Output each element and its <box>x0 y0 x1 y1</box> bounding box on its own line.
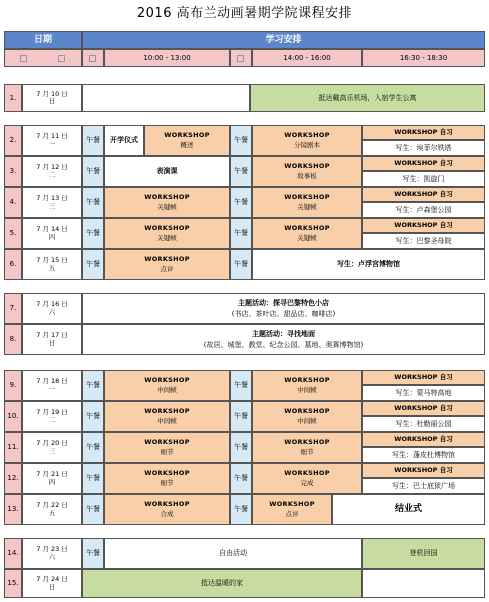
date-text: 7 月 13 日 <box>36 194 68 203</box>
page-title: 2016 高布兰动画暑期学院课程安排 <box>136 6 353 21</box>
workshop-cell <box>252 494 332 525</box>
row-number: 3. <box>4 156 22 187</box>
workshop-label: WORKSHOP <box>144 406 190 415</box>
sketch-cell: 写生：埃菲尔铁塔 <box>362 140 485 156</box>
row-number: 8. <box>4 324 22 355</box>
graduation-cell: 结业式 <box>332 494 485 525</box>
workshop-label: WORKSHOP <box>284 468 330 477</box>
lunch-cell: 午餐 <box>230 249 252 280</box>
workshop-label: WORKSHOP <box>284 161 330 170</box>
row-number: 11. <box>4 432 22 463</box>
row-date <box>22 218 82 249</box>
workshop-topic: 概述 <box>180 141 194 149</box>
workshop-label: WORKSHOP <box>144 192 190 201</box>
self-study-cell: WORKSHOP 自习 <box>362 432 485 447</box>
lunch-cell: 午餐 <box>82 401 104 432</box>
time-slot-2: 14:00 - 16:00 <box>252 49 362 67</box>
date-text: 7 月 14 日 <box>36 225 68 234</box>
dow-text: 四 <box>48 232 56 241</box>
activity-cell <box>82 293 485 324</box>
row-date <box>22 463 82 494</box>
workshop-label: WORKSHOP <box>144 437 190 446</box>
workshop-cell <box>252 125 362 156</box>
self-study-cell: WORKSHOP 自习 <box>362 187 485 202</box>
workshop-cell <box>104 218 230 249</box>
workshop-label: WORKSHOP <box>144 375 190 384</box>
workshop-cell <box>104 463 230 494</box>
activity-cell: 表演课 <box>104 156 230 187</box>
workshop-cell <box>252 432 362 463</box>
sketch-cell: 写生：卢森堡公园 <box>362 202 485 218</box>
date-text: 7 月 17 日 <box>36 331 68 340</box>
lunch-cell: 午餐 <box>230 125 252 156</box>
row-number: 6. <box>4 249 22 280</box>
date-text: 7 月 23 日 <box>36 545 68 554</box>
date-text: 7 月 24 日 <box>36 575 68 584</box>
workshop-topic: 中间帧 <box>297 386 317 394</box>
row-number: 10. <box>4 401 22 432</box>
date-header: 日期 <box>4 31 82 49</box>
activity-title: 主题活动：寻找地面 <box>252 329 315 338</box>
row-number: 9. <box>4 370 22 401</box>
empty-cell <box>362 569 485 598</box>
row-number: 13. <box>4 494 22 525</box>
lunch-cell: 午餐 <box>230 156 252 187</box>
row-date <box>22 125 82 156</box>
row-number: 5. <box>4 218 22 249</box>
row-number: 12. <box>4 463 22 494</box>
workshop-label: WORKSHOP <box>284 130 330 139</box>
workshop-cell <box>104 187 230 218</box>
workshop-label: WORKSHOP <box>284 192 330 201</box>
workshop-label: WORKSHOP <box>284 223 330 232</box>
workshop-topic: 点评 <box>160 265 174 273</box>
activity-detail: (书店、茶叶店、甜品店、咖啡店) <box>231 310 336 318</box>
date-text: 7 月 19 日 <box>36 408 68 417</box>
workshop-cell <box>104 370 230 401</box>
dow-text: 日 <box>48 338 56 347</box>
workshop-label: WORKSHOP <box>144 468 190 477</box>
lunch-cell: 午餐 <box>230 494 252 525</box>
dow-text: 一 <box>48 384 56 393</box>
dow-text: 一 <box>48 139 56 148</box>
lunch-cell: 午餐 <box>82 494 104 525</box>
lunch-cell: 午餐 <box>82 249 104 280</box>
date-text: 7 月 22 日 <box>36 501 68 510</box>
time-slot-3: 16:30 - 18:30 <box>362 49 485 67</box>
dow-text: 四 <box>48 477 56 486</box>
workshop-topic: 中间帧 <box>157 386 177 394</box>
row-date <box>22 432 82 463</box>
lunch-cell: 午餐 <box>82 187 104 218</box>
lunch-cell: 午餐 <box>230 218 252 249</box>
dow-text: 五 <box>48 263 56 272</box>
dow-text: 六 <box>48 552 56 561</box>
date-text: 7 月 12 日 <box>36 163 68 172</box>
self-study-cell: WORKSHOP 自习 <box>362 370 485 385</box>
workshop-topic: 分镜剧本 <box>294 141 320 149</box>
subheader-blank <box>230 49 252 67</box>
date-text: 7 月 11 日 <box>36 132 68 141</box>
lunch-cell: 午餐 <box>82 370 104 401</box>
time-slot-1: 10:00 - 13:00 <box>104 49 230 67</box>
row-date <box>22 494 82 525</box>
workshop-label: WORKSHOP <box>284 375 330 384</box>
workshop-cell <box>104 432 230 463</box>
workshop-cell <box>104 401 230 432</box>
workshop-topic: 细节 <box>160 479 174 487</box>
lunch-cell: 午餐 <box>230 187 252 218</box>
workshop-topic: 关键帧 <box>297 203 317 211</box>
row-number: 2. <box>4 125 22 156</box>
date-text: 7 月 15 日 <box>36 256 68 265</box>
workshop-cell <box>104 494 230 525</box>
workshop-topic: 故事板 <box>297 172 317 180</box>
self-study-cell: WORKSHOP 自习 <box>362 125 485 140</box>
activity-cell: 自由活动 <box>104 538 362 569</box>
self-study-cell: WORKSHOP 自习 <box>362 156 485 171</box>
row-number: 15. <box>4 569 22 598</box>
workshop-cell <box>252 187 362 218</box>
dow-text: 三 <box>48 201 56 210</box>
workshop-topic: 中间帧 <box>157 417 177 425</box>
row-date <box>22 324 82 355</box>
date-text: 7 月 20 日 <box>36 439 68 448</box>
activity-detail: (故居、城堡、教堂、纪念公园、墓地、奥赛博物馆) <box>203 341 364 349</box>
workshop-cell <box>252 370 362 401</box>
subheader-blank <box>82 49 104 67</box>
sketch-cell: 写生：蓬皮杜博物馆 <box>362 447 485 463</box>
dow-text: 五 <box>48 508 56 517</box>
workshop-cell <box>252 156 362 187</box>
dow-text: 二 <box>48 415 56 424</box>
lunch-cell: 午餐 <box>82 432 104 463</box>
workshop-label: WORKSHOP <box>284 437 330 446</box>
empty-cell <box>82 84 250 112</box>
workshop-label: WORKSHOP <box>144 223 190 232</box>
row-date <box>22 187 82 218</box>
dow-text: 三 <box>48 446 56 455</box>
sketch-cell: 写生：巴士底狱广场 <box>362 478 485 494</box>
row-date <box>22 293 82 324</box>
row-number: 4. <box>4 187 22 218</box>
row-date <box>22 370 82 401</box>
schedule-header: 学习安排 <box>82 31 485 49</box>
sketch-cell: 写生：蒙马特高地 <box>362 385 485 401</box>
lunch-cell: 午餐 <box>230 463 252 494</box>
workshop-topic: 关键帧 <box>157 203 177 211</box>
workshop-label: WORKSHOP <box>269 499 315 508</box>
workshop-topic: 合成 <box>160 510 174 518</box>
sketch-cell: 写生：巴黎圣母院 <box>362 233 485 249</box>
row-date <box>22 84 82 112</box>
date-text: 7 月 16 日 <box>36 300 68 309</box>
lunch-cell: 午餐 <box>82 538 104 569</box>
row-date <box>22 538 82 569</box>
sketch-cell: 写生：凯旋门 <box>362 171 485 187</box>
workshop-label: WORKSHOP <box>284 406 330 415</box>
workshop-cell <box>252 463 362 494</box>
lunch-cell: 午餐 <box>82 125 104 156</box>
workshop-topic: 点评 <box>285 510 299 518</box>
date-text: 7 月 10 日 <box>36 89 68 98</box>
sketch-cell: 写生：卢浮宫博物馆 <box>252 249 485 280</box>
workshop-label: WORKSHOP <box>144 254 190 263</box>
workshop-topic: 细节 <box>300 448 314 456</box>
self-study-cell: WORKSHOP 自习 <box>362 401 485 416</box>
dow-text: 六 <box>48 307 56 316</box>
lunch-cell: 午餐 <box>82 156 104 187</box>
workshop-topic: 关键帧 <box>297 234 317 242</box>
workshop-topic: 中间帧 <box>297 417 317 425</box>
dow-text: 二 <box>48 170 56 179</box>
workshop-cell <box>252 401 362 432</box>
workshop-label: WORKSHOP <box>164 130 210 139</box>
lunch-cell: 午餐 <box>82 218 104 249</box>
row-number: 14. <box>4 538 22 569</box>
workshop-topic: 关键帧 <box>157 234 177 242</box>
workshop-cell <box>252 218 362 249</box>
row-number: 7. <box>4 293 22 324</box>
activity-cell: 抵达温暖的家 <box>82 569 362 598</box>
dow-text: 日 <box>48 97 56 105</box>
row-date <box>22 401 82 432</box>
date-text: 7 月 18 日 <box>36 377 68 386</box>
activity-title: 主题活动：探寻巴黎特色小店 <box>238 298 329 307</box>
workshop-cell <box>104 249 230 280</box>
row-date <box>22 249 82 280</box>
date-text: 7 月 21 日 <box>36 470 68 479</box>
activity-cell <box>82 324 485 355</box>
row-date <box>22 156 82 187</box>
workshop-topic: 完成 <box>300 479 314 487</box>
dow-text: 日 <box>48 582 56 591</box>
sketch-cell: 写生：杜勒丽公园 <box>362 416 485 432</box>
lunch-cell: 午餐 <box>230 401 252 432</box>
activity-cell: 开学仪式 <box>104 125 144 156</box>
lunch-cell: 午餐 <box>230 370 252 401</box>
self-study-cell: WORKSHOP 自习 <box>362 463 485 478</box>
subheader-blank <box>4 49 82 67</box>
row-number: 1. <box>4 84 22 112</box>
activity-cell: 抵达戴高乐机场，入宿学生公寓 <box>250 84 485 112</box>
lunch-cell: 午餐 <box>230 432 252 463</box>
workshop-topic: 细节 <box>160 448 174 456</box>
self-study-cell: WORKSHOP 自习 <box>362 218 485 233</box>
activity-cell: 登机回国 <box>362 538 485 569</box>
lunch-cell: 午餐 <box>82 463 104 494</box>
workshop-label: WORKSHOP <box>144 499 190 508</box>
workshop-cell <box>144 125 230 156</box>
row-date <box>22 569 82 598</box>
